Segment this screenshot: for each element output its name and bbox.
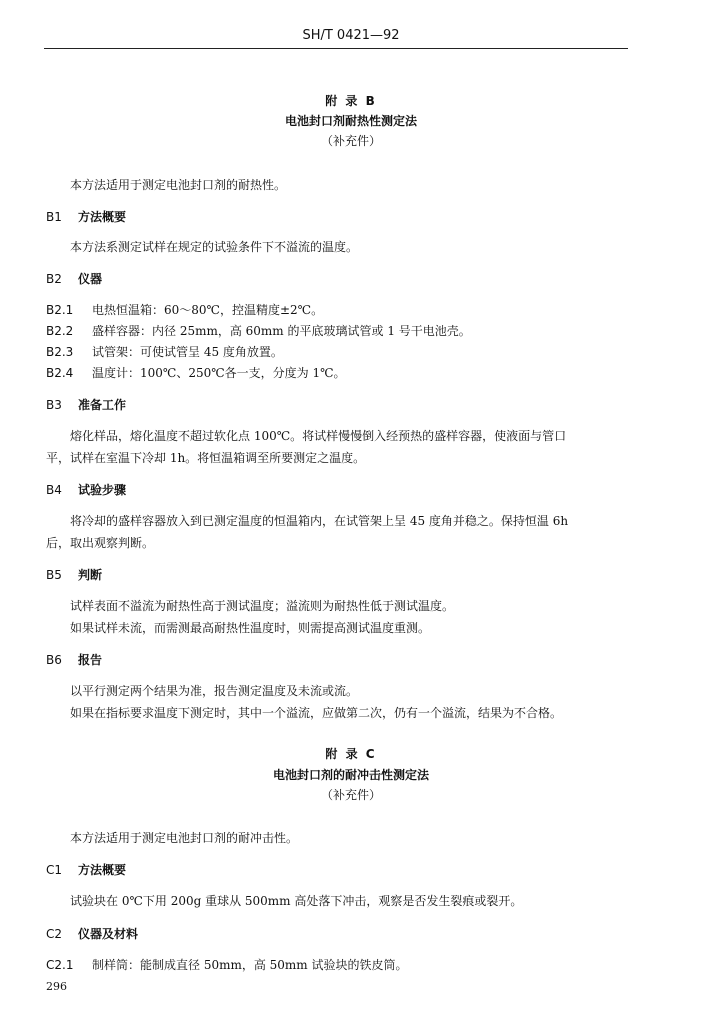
section-b1-text: 本方法系测定试样在规定的试验条件下不溢流的温度。 bbox=[70, 240, 359, 254]
item-text: 制样筒：能制成直径 50mm，高 50mm 试验块的铁皮筒。 bbox=[92, 958, 408, 972]
item-text: 温度计：100℃、250℃各一支，分度为 1℃。 bbox=[92, 366, 346, 380]
item-number: B2.3 bbox=[46, 345, 74, 359]
appendix-c-intro: 本方法适用于测定电池封口剂的耐冲击性。 bbox=[70, 831, 299, 845]
appendix-b-note: （补充件） bbox=[320, 134, 381, 148]
list-item-b2-2 bbox=[46, 322, 471, 339]
item-text: 盛样容器：内径 25mm，高 60mm 的平底玻璃试管或 1 号干电池壳。 bbox=[92, 324, 471, 338]
running-header: SH/T 0421—92 bbox=[302, 28, 400, 43]
appendix-c-note: （补充件） bbox=[320, 788, 381, 802]
header-rule bbox=[44, 48, 628, 49]
appendix-b-intro: 本方法适用于测定电池封口剂的耐热性。 bbox=[70, 178, 287, 192]
appendix-c-subtitle: 电池封口剂的耐冲击性测定法 bbox=[272, 768, 429, 782]
section-c1-heading bbox=[46, 861, 126, 878]
section-b5-heading bbox=[46, 566, 102, 583]
item-number: C2.1 bbox=[46, 958, 74, 972]
section-name: 准备工作 bbox=[78, 398, 127, 412]
item-text: 试管架：可使试管呈 45 度角放置。 bbox=[92, 345, 283, 359]
section-name: 仪器 bbox=[78, 272, 103, 286]
section-number: B4 bbox=[46, 483, 62, 497]
section-b6-heading bbox=[46, 651, 102, 668]
list-item-b2-4 bbox=[46, 364, 346, 381]
list-item-b2-1 bbox=[46, 301, 323, 318]
section-c2-heading bbox=[46, 925, 138, 942]
page-number: 296 bbox=[46, 980, 67, 993]
section-b6-line-2: 如果在指标要求温度下测定时，其中一个溢流，应做第二次，仍有一个溢流，结果为不合格。 bbox=[70, 706, 563, 720]
section-name: 方法概要 bbox=[78, 863, 127, 877]
section-number: B5 bbox=[46, 568, 62, 582]
section-name: 方法概要 bbox=[78, 210, 127, 224]
appendix-b-subtitle: 电池封口剂耐热性测定法 bbox=[284, 114, 417, 128]
list-item-b2-3 bbox=[46, 343, 283, 360]
section-b4-line-1: 将冷却的盛样容器放入到已测定温度的恒温箱内，在试管架上呈 45 度角并稳之。保持恒温 6h bbox=[70, 514, 569, 528]
appendix-b-title: 附 录 B bbox=[325, 94, 377, 108]
section-b4-heading bbox=[46, 481, 126, 498]
section-b5-line-2: 如果试样未流，而需测最高耐热性温度时，则需提高测试温度重测。 bbox=[70, 621, 431, 635]
section-number: B6 bbox=[46, 653, 62, 667]
item-number: B2.4 bbox=[46, 366, 74, 380]
section-c1-text: 试验块在 0℃下用 200g 重球从 500mm 高处落下冲击，观察是否发生裂痕或裂开。 bbox=[70, 894, 523, 908]
item-text: 电热恒温箱：60～80℃，控温精度±2℃。 bbox=[92, 303, 324, 317]
section-name: 试验步骤 bbox=[78, 483, 127, 497]
section-name: 判断 bbox=[78, 568, 103, 582]
item-number: B2.1 bbox=[46, 303, 74, 317]
section-number: C1 bbox=[46, 863, 63, 877]
section-name: 报告 bbox=[78, 653, 103, 667]
section-b3-line-2: 平，试样在室温下冷却 1h。将恒温箱调至所要测定之温度。 bbox=[46, 451, 366, 465]
section-b4-line-2: 后，取出观察判断。 bbox=[46, 536, 155, 550]
section-number: C2 bbox=[46, 927, 63, 941]
section-number: B1 bbox=[46, 210, 62, 224]
section-b3-line-1: 熔化样品，熔化温度不超过软化点 100℃。将试样慢慢倒入经预热的盛样容器，使液面与管口 bbox=[70, 429, 567, 443]
section-b2-heading bbox=[46, 270, 102, 287]
item-number: B2.2 bbox=[46, 324, 74, 338]
section-number: B3 bbox=[46, 398, 62, 412]
section-b5-line-1: 试样表面不溢流为耐热性高于测试温度；溢流则为耐热性低于测试温度。 bbox=[70, 599, 455, 613]
section-b6-line-1: 以平行测定两个结果为准，报告测定温度及未流或流。 bbox=[70, 684, 359, 698]
appendix-c-title: 附 录 C bbox=[325, 747, 377, 761]
section-number: B2 bbox=[46, 272, 62, 286]
section-b1-heading bbox=[46, 208, 126, 225]
section-name: 仪器及材料 bbox=[78, 927, 139, 941]
section-b3-heading bbox=[46, 396, 126, 413]
list-item-c2-1 bbox=[46, 956, 408, 973]
